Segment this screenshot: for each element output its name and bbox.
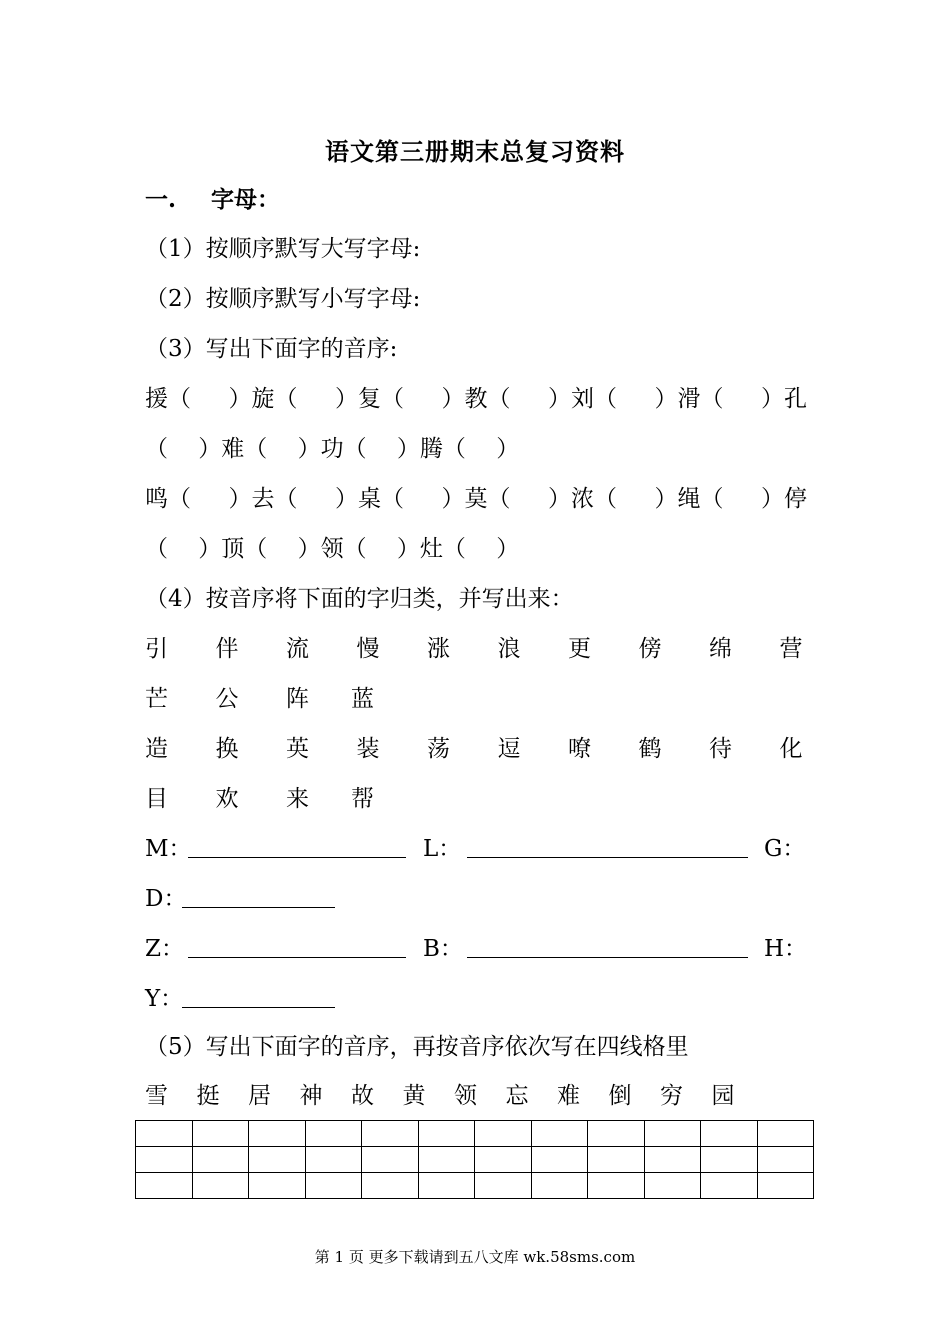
section-label: 字母： — [211, 186, 280, 213]
q4-char: 鹤 — [638, 736, 662, 762]
answer-blank-b[interactable] — [467, 935, 748, 958]
q5-char: 园 — [711, 1083, 735, 1109]
q4-chars-row-3 — [145, 733, 803, 765]
question-4: （4）按音序将下面的字归类，并写出来： — [145, 586, 574, 612]
section-number: 一. — [145, 186, 177, 213]
q4-char: 绵 — [709, 636, 732, 662]
question-2: （2）按顺序默写小写字母: — [145, 286, 421, 312]
q4-char: 流 — [286, 636, 309, 662]
q4-char: 待 — [709, 736, 732, 762]
q3-item: ）浓（ — [548, 486, 617, 512]
label-z: Z： — [145, 936, 184, 962]
q4-char: 芒 — [145, 686, 168, 712]
q5-char: 居 — [248, 1083, 271, 1109]
answer-blank-y[interactable] — [182, 985, 335, 1008]
q3-item: 援（ — [145, 386, 191, 412]
section-heading — [145, 184, 280, 216]
grid-row — [136, 1173, 814, 1199]
q4-char: 嘹 — [568, 736, 591, 762]
q4-char: 涨 — [427, 636, 450, 662]
q4-char: 慢 — [356, 636, 380, 662]
q5-char: 忘 — [505, 1083, 529, 1109]
page-title: 语文第三册期末总复习资料 — [325, 137, 625, 166]
q3-item: ）孔 — [761, 386, 807, 412]
answer-blank-l[interactable] — [467, 835, 748, 858]
q3-item: ）绳（ — [654, 486, 724, 512]
question-3: （3）写出下面字的音序: — [145, 336, 398, 362]
page-footer: 第 1 页 更多下载请到五八文库 wk.58sms.com — [314, 1248, 636, 1266]
four-line-grid[interactable] — [135, 1120, 814, 1199]
q3-row-3 — [145, 483, 807, 515]
q4-char: 化 — [779, 736, 803, 762]
q5-char: 穷 — [660, 1083, 683, 1109]
q4-char: 英 — [286, 736, 309, 762]
q3-item: ）复（ — [335, 386, 404, 412]
q4-char: 营 — [779, 636, 803, 662]
question-1: （1）按顺序默写大写字母: — [145, 236, 421, 262]
q4-char: 荡 — [427, 736, 450, 762]
q4-char: 蓝 — [351, 686, 374, 712]
label-y: Y： — [145, 986, 184, 1012]
q4-char: 来 — [286, 786, 309, 812]
q4-char: 欢 — [215, 786, 239, 812]
q5-chars-row — [145, 1080, 763, 1112]
label-b: B： — [423, 936, 463, 962]
q5-char: 倒 — [608, 1083, 632, 1109]
q3-item: ）旋（ — [228, 386, 298, 412]
q3-item: ）停 — [761, 486, 807, 512]
q5-char: 领 — [454, 1083, 477, 1109]
q4-char: 目 — [145, 786, 168, 812]
answer-blank-z[interactable] — [188, 935, 406, 958]
q4-chars-row-2 — [145, 683, 422, 715]
answer-blank-d[interactable] — [182, 885, 335, 908]
q5-char: 黄 — [402, 1083, 426, 1109]
q4-char: 换 — [215, 736, 239, 762]
grid-row — [136, 1121, 814, 1147]
q3-item: ）滑（ — [654, 386, 724, 412]
label-h: H： — [764, 936, 808, 962]
q4-char: 帮 — [351, 786, 374, 812]
q4-chars-row-4 — [145, 783, 422, 815]
q5-char: 神 — [299, 1083, 323, 1109]
q5-char: 雪 — [145, 1083, 168, 1109]
q4-char: 逗 — [497, 736, 521, 762]
q3-item: ）桌（ — [335, 486, 404, 512]
q3-row-2: （ ）难（ ）功（ ）腾（ ） — [145, 436, 520, 462]
q3-item: ）教（ — [441, 386, 511, 412]
label-d: D： — [145, 886, 187, 912]
q4-char: 伴 — [215, 636, 239, 662]
q3-item: ）刘（ — [548, 386, 617, 412]
label-g: G： — [764, 836, 806, 862]
q4-char: 引 — [145, 636, 168, 662]
label-m: M： — [145, 836, 192, 862]
q3-item: 鸣（ — [145, 486, 191, 512]
q4-char: 阵 — [286, 686, 309, 712]
grid-row — [136, 1147, 814, 1173]
label-l: L： — [423, 836, 462, 862]
q4-char: 傍 — [638, 636, 662, 662]
q4-char: 装 — [356, 736, 380, 762]
question-5: （5）写出下面字的音序，再按音序依次写在四线格里 — [145, 1034, 689, 1060]
q5-char: 故 — [351, 1083, 374, 1109]
q5-char: 挺 — [196, 1083, 220, 1109]
q3-row-4: （ ）顶（ ）领（ ）灶（ ） — [145, 536, 520, 562]
q4-char: 浪 — [497, 636, 521, 662]
q3-item: ）莫（ — [441, 486, 511, 512]
q4-chars-row-1 — [145, 633, 803, 665]
q4-char: 公 — [215, 686, 239, 712]
q5-char: 难 — [557, 1083, 580, 1109]
q3-row-1 — [145, 383, 807, 415]
q3-item: ）去（ — [228, 486, 298, 512]
q4-char: 更 — [568, 636, 591, 662]
q4-char: 造 — [145, 736, 168, 762]
answer-blank-m[interactable] — [188, 835, 406, 858]
